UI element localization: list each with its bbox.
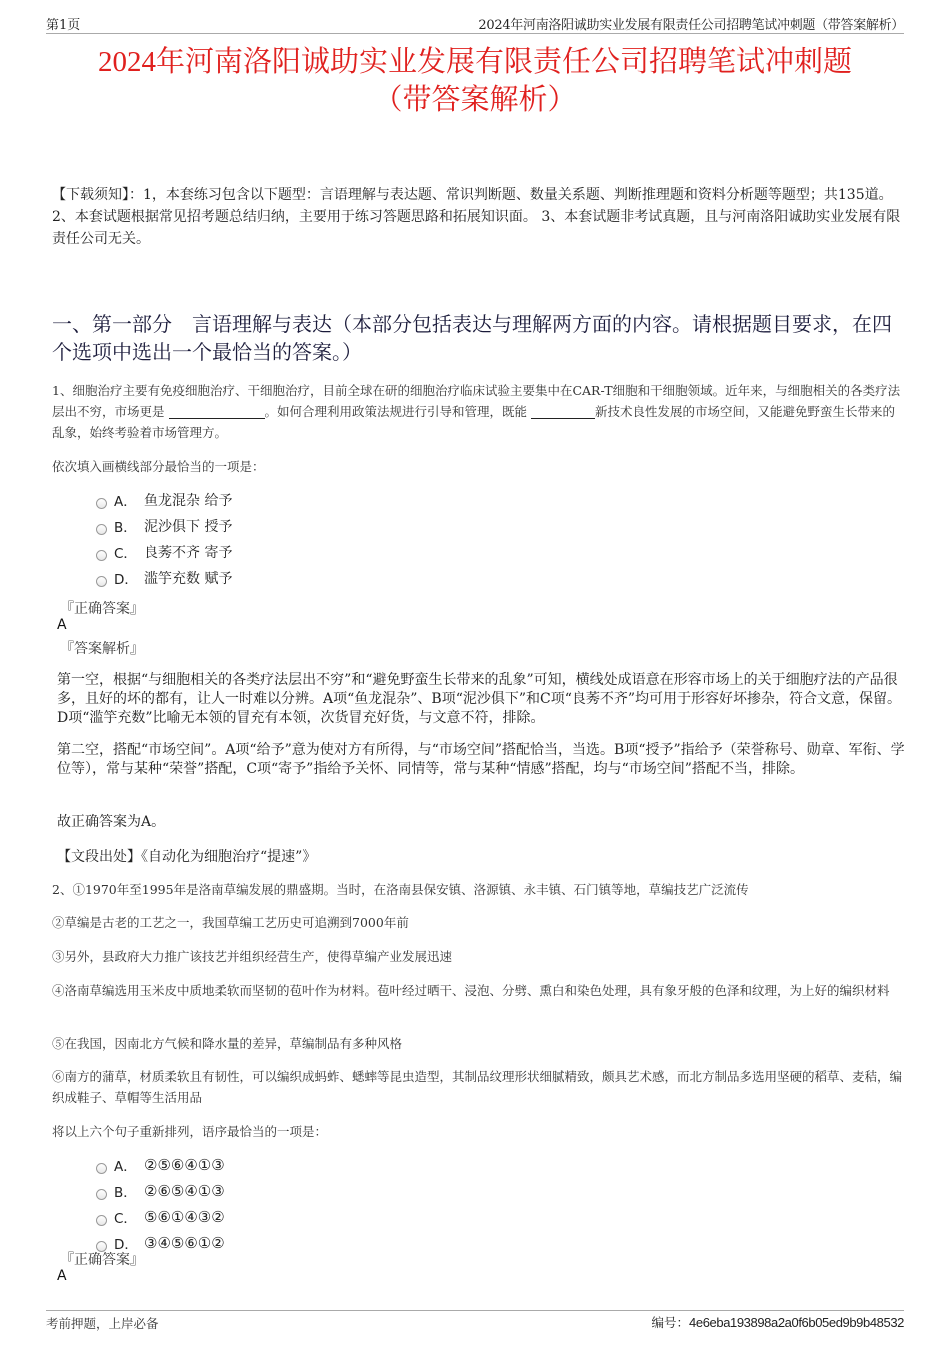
analysis-paragraph-1: 第一空，根据“与细胞相关的各类疗法层出不穷”和“避免野蛮生长带来的乱象”可知，横线处成语意在形容市场上的关于细胞疗法的产品很多，且好的坏的都有，让人一时难以分辨。A项“鱼龙混杂”、B项“泥沙俱下”和C项“良莠不齐”均可用于形容好坏掺杂，符合文意，保留。D项“滥竽充数”比喻无本领的冒充有本领，次货冒充好货，与文意不符，排除。 <box>57 672 902 726</box>
footer-slogan: 考前押题，上岸必备 <box>46 1316 159 1331</box>
radio-button-icon[interactable] <box>96 1215 107 1226</box>
option-letter: A． <box>114 1159 137 1175</box>
question-2-sentence-5: ⑤在我国，因南北方气候和降水量的差异，草编制品有多种风格 <box>52 1036 403 1051</box>
radio-button-icon[interactable] <box>96 550 107 561</box>
option-text: ⑤⑥①④③② <box>144 1208 225 1226</box>
question-1-stem-part3: 新技术良性发展的市场空间，又能避免野蛮生长带来的乱象，始终考验着市场管理方。 <box>52 404 896 440</box>
download-notice: 【下载须知】：1，本套练习包含以下题型：言语理解与表达题、常识判断题、数量关系题、判断推理题和资料分析题等题型；共135道。 2、本套试题根据常见招考题总结归纳，主要用于练习答题思路和拓展知识面。 3、本套试题非考试真题，且与河南洛阳诚助实业发展有限责任公司无关。 <box>52 187 901 247</box>
document-subtitle: （带答案解析） <box>373 84 577 116</box>
radio-button-icon[interactable] <box>96 1189 107 1200</box>
question-2-option-b[interactable] <box>96 1181 225 1201</box>
correct-answer-value: A <box>57 1268 67 1284</box>
question-2-sentence-2: ②草编是古老的工艺之一，我国草编工艺历史可追溯到7000年前 <box>52 915 409 930</box>
question-1-stem-part1: 1、细胞治疗主要有免疫细胞治疗、干细胞治疗，目前全球在研的细胞治疗临床试验主要集中在CAR-T细胞和干细胞领域。近年来，与细胞相关的各类疗法层出不穷，市场更是 <box>52 383 901 419</box>
question-2-sentence-6: ⑥南方的蒲草，材质柔软且有韧性，可以编织成蚂蚱、蟋蟀等昆虫造型，其制品纹理形状细腻精致，颇具艺术感，而北方制品多选用坚硬的稻草、麦秸，编织成鞋子、草帽等生活用品 <box>52 1069 903 1105</box>
footer-divider <box>46 1310 904 1311</box>
option-letter: C． <box>114 1211 137 1227</box>
radio-button-icon[interactable] <box>96 576 107 587</box>
question-2-option-a[interactable] <box>96 1155 225 1175</box>
page-number: 第1页 <box>46 18 81 33</box>
header-divider <box>46 33 904 34</box>
document-title: 2024年河南洛阳诚助实业发展有限责任公司招聘笔试冲刺题 <box>97 46 852 78</box>
running-header-title: 2024年河南洛阳诚助实业发展有限责任公司招聘笔试冲刺题（带答案解析） <box>478 18 904 33</box>
question-1-prompt: 依次填入画横线部分最恰当的一项是： <box>52 459 265 474</box>
question-1-option-a[interactable] <box>96 490 232 510</box>
correct-answer-value: A <box>57 617 67 633</box>
radio-button-icon[interactable] <box>96 524 107 535</box>
option-text: 鱼龙混杂 给予 <box>144 493 233 509</box>
correct-answer-label: 『正确答案』 <box>60 601 144 617</box>
question-2-prompt: 将以上六个句子重新排列，语序最恰当的一项是： <box>52 1124 328 1139</box>
option-text: 泥沙俱下 授予 <box>144 519 233 535</box>
question-1-option-d[interactable] <box>96 568 232 588</box>
question-1-option-b[interactable] <box>96 516 232 536</box>
analysis-paragraph-2: 第二空，搭配“市场空间”。A项“给予”意为使对方有所得，与“市场空间”搭配恰当，当选。B项“授予”指给予（荣誉称号、勋章、军衔、学位等），常与某种“荣誉”搭配，C项“寄予”指给予关怀、同情等，常与某种“情感”搭配，均与“市场空间”搭配不当，排除。 <box>57 742 905 777</box>
question-1-stem <box>52 380 904 443</box>
radio-button-icon[interactable] <box>96 498 107 509</box>
document-code-value: 4e6eba193898a2a0f6b05ed9b9b48532 <box>689 1315 904 1330</box>
option-text: ②⑥⑤④①③ <box>144 1182 225 1200</box>
option-letter: C． <box>114 546 137 562</box>
option-text: 滥竽充数 赋予 <box>144 571 233 587</box>
document-code <box>652 1313 904 1331</box>
question-2-sentence-1: 2、①1970年至1995年是洛南草编发展的鼎盛期。当时，在洛南县保安镇、洛源镇、永丰镇、石门镇等地，草编技艺广泛流传 <box>52 882 749 897</box>
option-text: ②⑤⑥④①③ <box>144 1156 225 1174</box>
analysis-conclusion: 故正确答案为A。 <box>57 814 166 830</box>
question-2-option-c[interactable] <box>96 1207 225 1227</box>
analysis-label: 『答案解析』 <box>60 641 144 657</box>
option-letter: D． <box>114 1237 138 1253</box>
option-text: ③④⑤⑥①② <box>144 1234 225 1252</box>
document-code-label: 编号： <box>651 1315 690 1330</box>
option-letter: B． <box>114 1185 137 1201</box>
option-letter: A． <box>114 494 137 510</box>
passage-source: 【文段出处】《自动化为细胞治疗“提速”》 <box>57 849 317 865</box>
question-2-sentence-4: ④洛南草编选用玉米皮中质地柔软而坚韧的苞叶作为材料。苞叶经过晒干、浸泡、分劈、熏白和染色处理，具有象牙般的色泽和纹理，为上好的编织材料 <box>52 983 890 998</box>
correct-answer-label: 『正确答案』 <box>60 1252 144 1268</box>
section-heading: 一、第一部分 言语理解与表达（本部分包括表达与理解两方面的内容。请根据题目要求，在四个选项中选出一个最恰当的答案。） <box>52 312 892 364</box>
option-text: 良莠不齐 寄予 <box>144 545 233 561</box>
question-1-stem-part2: 。如何合理利用政策法规进行引导和管理，既能 <box>264 404 528 419</box>
question-1-option-c[interactable] <box>96 542 232 562</box>
option-letter: B． <box>114 520 137 536</box>
fill-blank-1 <box>169 405 265 419</box>
option-letter: D． <box>114 572 138 588</box>
question-2-sentence-3: ③另外，县政府大力推广该技艺并组织经营生产，使得草编产业发展迅速 <box>52 949 453 964</box>
radio-button-icon[interactable] <box>96 1163 107 1174</box>
fill-blank-2 <box>531 405 595 419</box>
